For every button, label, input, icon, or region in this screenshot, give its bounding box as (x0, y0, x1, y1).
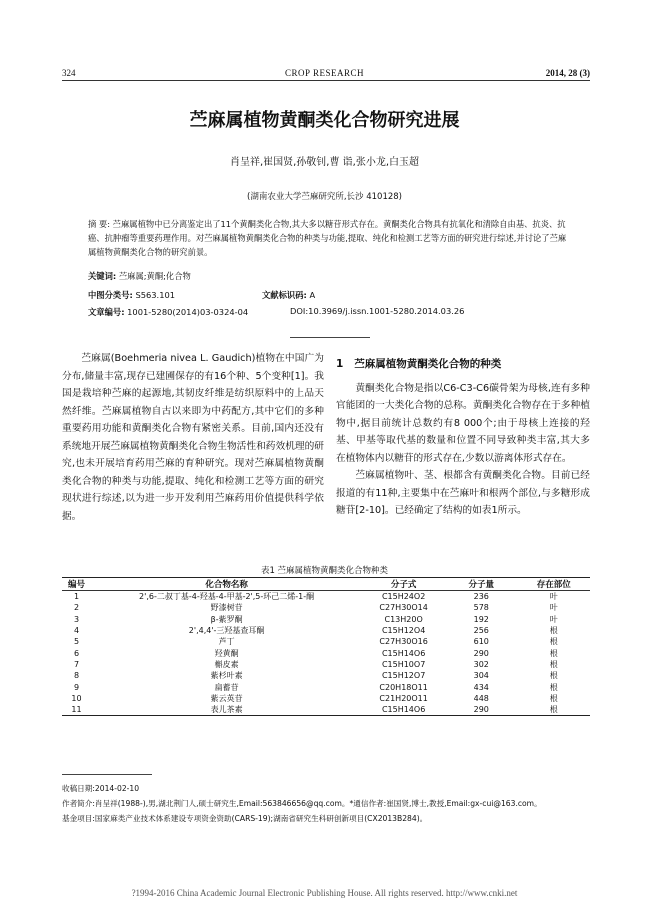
keywords-text: 苎麻属;黄酮;化合物 (118, 271, 191, 281)
abstract-text: 苎麻属植物中已分离鉴定出了11个黄酮类化合物,其大多以糖苷形式存在。黄酮类化合物具有抗氧化和清除自由基、抗炎、抗癌、抗肿瘤等重要药理作用。对苎麻属植物黄酮类化合物的种类与功能,提取、纯化和检测工艺等方面的研究进行综述,并讨论了苎麻属植物黄酮类化合物的研究前景。 (88, 219, 567, 257)
intro-column (62, 350, 324, 525)
molecular-weight: 302 (473, 659, 489, 669)
compound-name: β-紫罗酮 (210, 614, 243, 624)
table-row (62, 659, 590, 670)
col-header: 分子量 (445, 578, 517, 591)
doc-code (262, 289, 315, 301)
section-heading (336, 356, 590, 374)
molecular-formula: C15H24O2 (381, 592, 426, 602)
plant-part: 叶 (549, 614, 558, 624)
author-list: 肖呈祥,崔国贤,孙敬钊,曹 诣,张小龙,白玉超 (229, 157, 420, 168)
molecular-formula: C27H30O16 (379, 637, 428, 647)
funding: 基金项目:国家麻类产业技术体系建设专项资金资助(CARS-19);湖南省研究生科研创新项目(CX2013B284)。 (62, 814, 428, 823)
table-row (62, 636, 590, 647)
plant-part: 叶 (549, 603, 558, 613)
article-title: 苎麻属植物黄酮类化合物研究进展 (189, 110, 460, 131)
molecular-weight: 578 (473, 603, 489, 613)
row-number: 8 (73, 671, 80, 681)
row-number: 11 (62, 704, 91, 716)
plant-part: 根 (549, 648, 558, 658)
doi: DOI:10.3969/j.issn.1001-5280.2014.03.26 (290, 306, 465, 316)
table-header-row (62, 578, 590, 591)
intro-paragraph: 苎麻属(Boehmeria nivea L. Gaudich)植物在中国广为分布,储量丰富,现存已建圃保存的有16个种、5个变种[1]。我国是栽培种苎麻的起源地,其韧皮纤维是纺织原料中的上品天然纤维。苎麻属植物自古以来即为中药配方,其中它们的多种重要药用功能和黄酮类化合物有紧密关系。目前,国内还没有系统地开展苎麻属植物黄酮类化合物生物活性和药效机理的研究,也未开展培育药用苎麻的育种研究。现对苎麻属植物黄酮类化合物的种类与功能,提取、纯化和检测工艺等方面的研究现状进行综述,以为进一步开发利用苎麻药用价值提供科学依据。 (62, 353, 324, 522)
compound-name: 紫云英苷 (210, 693, 243, 703)
keywords-label: 关键词: (88, 271, 117, 281)
section-number: 1 (336, 358, 344, 370)
molecular-formula: C15H12O4 (381, 626, 426, 636)
row-number: 9 (73, 682, 80, 692)
molecular-formula: C27H30O14 (379, 603, 428, 613)
plant-part: 根 (549, 626, 558, 636)
molecular-weight: 304 (473, 671, 489, 681)
row-number: 4 (73, 626, 80, 636)
molecular-formula: C20H18O11 (379, 682, 428, 692)
compound-name: 芦丁 (218, 637, 235, 647)
clc-number (88, 289, 175, 301)
row-number: 3 (73, 614, 80, 624)
molecular-weight: 236 (473, 592, 489, 602)
row-number: 7 (73, 659, 80, 669)
row-number: 6 (73, 648, 80, 658)
table-row (62, 614, 590, 625)
compound-name: 羟黄酮 (214, 648, 239, 658)
received-date: 收稿日期:2014-02-10 (62, 784, 140, 793)
table-caption: 表1 苎麻属植物黄酮类化合物种类 (260, 566, 389, 576)
molecular-formula: C13H20O (384, 614, 423, 624)
article-no-value: 1001-5280(2014)03-0324-04 (127, 307, 249, 317)
molecular-weight: 290 (445, 704, 517, 716)
compound-name: 扁蓄苷 (214, 682, 239, 692)
molecular-formula: C15H12O7 (381, 671, 426, 681)
table-row (62, 670, 590, 681)
article-number (88, 306, 248, 318)
abstract-separator (290, 337, 370, 338)
compound-name: 表儿茶素 (91, 704, 362, 716)
molecular-formula: C15H14O6 (381, 648, 426, 658)
plant-part: 叶 (549, 592, 558, 602)
footnote-rule (62, 774, 152, 775)
molecular-weight: 290 (473, 648, 489, 658)
table-row (62, 647, 590, 658)
affiliation: (湖南农业大学苎麻研究所,长沙 410128) (247, 192, 402, 202)
table-row (62, 625, 590, 636)
molecular-weight: 192 (473, 614, 489, 624)
molecular-formula: C15H10O7 (381, 659, 426, 669)
plant-part: 根 (549, 659, 558, 669)
section-1 (336, 356, 590, 520)
molecular-formula: C21H20O11 (379, 693, 428, 703)
header-rule (62, 80, 590, 81)
plant-part: 根 (549, 693, 558, 703)
keywords (88, 270, 191, 282)
plant-part: 根 (549, 637, 558, 647)
section-title: 苎麻属植物黄酮类化合物的种类 (354, 358, 502, 370)
row-number: 2 (73, 603, 80, 613)
molecular-weight: 448 (473, 693, 489, 703)
compound-name: 槲皮素 (214, 659, 239, 669)
row-number: 1 (73, 592, 80, 602)
table-row (62, 704, 590, 716)
section-paragraph-2: 苎麻属植物叶、茎、根都含有黄酮类化合物。目前已经报道的有11种,主要集中在苎麻叶和根两个部位,与多糖形成糖苷[2-10]。已经确定了结构的如表1所示。 (336, 470, 590, 516)
molecular-formula: C15H14O6 (362, 704, 445, 716)
compound-name: 紫杉叶素 (210, 671, 243, 681)
table-row (62, 602, 590, 613)
molecular-weight: 434 (473, 682, 489, 692)
doc-code-label: 文献标识码: (262, 290, 307, 300)
table-row (62, 591, 590, 603)
author-intro: 作者简介:肖呈祥(1988-),男,湖北荆门人,硕士研究生,Email:563846656@qq.com。*通信作者:崔国贤,博士,教授,Email:gx-cui@163.com。 (62, 799, 542, 808)
copyright-line: ?1994-2016 China Academic Journal Electronic Publishing House. All rights reserved. http://www.cnki.net (131, 888, 518, 898)
clc-label: 中图分类号: (88, 290, 133, 300)
plant-part: 根 (549, 682, 558, 692)
molecular-weight: 610 (473, 637, 489, 647)
clc-value: S563.101 (135, 290, 176, 300)
table-row (62, 693, 590, 704)
table-row (62, 681, 590, 692)
issue-info: 2014, 28 (3) (545, 68, 590, 78)
plant-part: 根 (518, 704, 591, 716)
compound-name: 2',6-二叔丁基-4-羟基-4-甲基-2',5-环己二烯-1-酮 (139, 592, 315, 602)
compound-name: 2',4,4'-三羟基查耳酮 (188, 626, 265, 636)
plant-part: 根 (549, 671, 558, 681)
col-header: 存在部位 (518, 578, 591, 591)
journal-name: CROP RESEARCH (285, 68, 364, 78)
abstract-label: 摘 要: (88, 219, 111, 229)
compound-name: 野漆树苷 (210, 603, 243, 613)
col-header: 分子式 (362, 578, 445, 591)
col-header: 编号 (62, 578, 91, 591)
row-number: 10 (71, 693, 82, 703)
page-number: 324 (62, 68, 76, 78)
row-number: 5 (73, 637, 80, 647)
flavonoid-table (62, 577, 590, 716)
abstract (88, 217, 574, 259)
molecular-weight: 256 (473, 626, 489, 636)
article-no-label: 文章编号: (88, 307, 125, 317)
doc-code-value: A (309, 290, 316, 300)
col-header: 化合物名称 (91, 578, 362, 591)
section-paragraph-1: 黄酮类化合物是指以C6-C3-C6碳骨架为母核,连有多种官能团的一大类化合物的总称。黄酮类化合物存在于多种植物中,据目前统计总数约有8 000个;由于母核上连接的羟基、甲基等取代基的数量和位置不同导致种类丰富,其大多在植物体内以糖苷的形式存在,少数以游离体形式存在。 (336, 382, 590, 464)
